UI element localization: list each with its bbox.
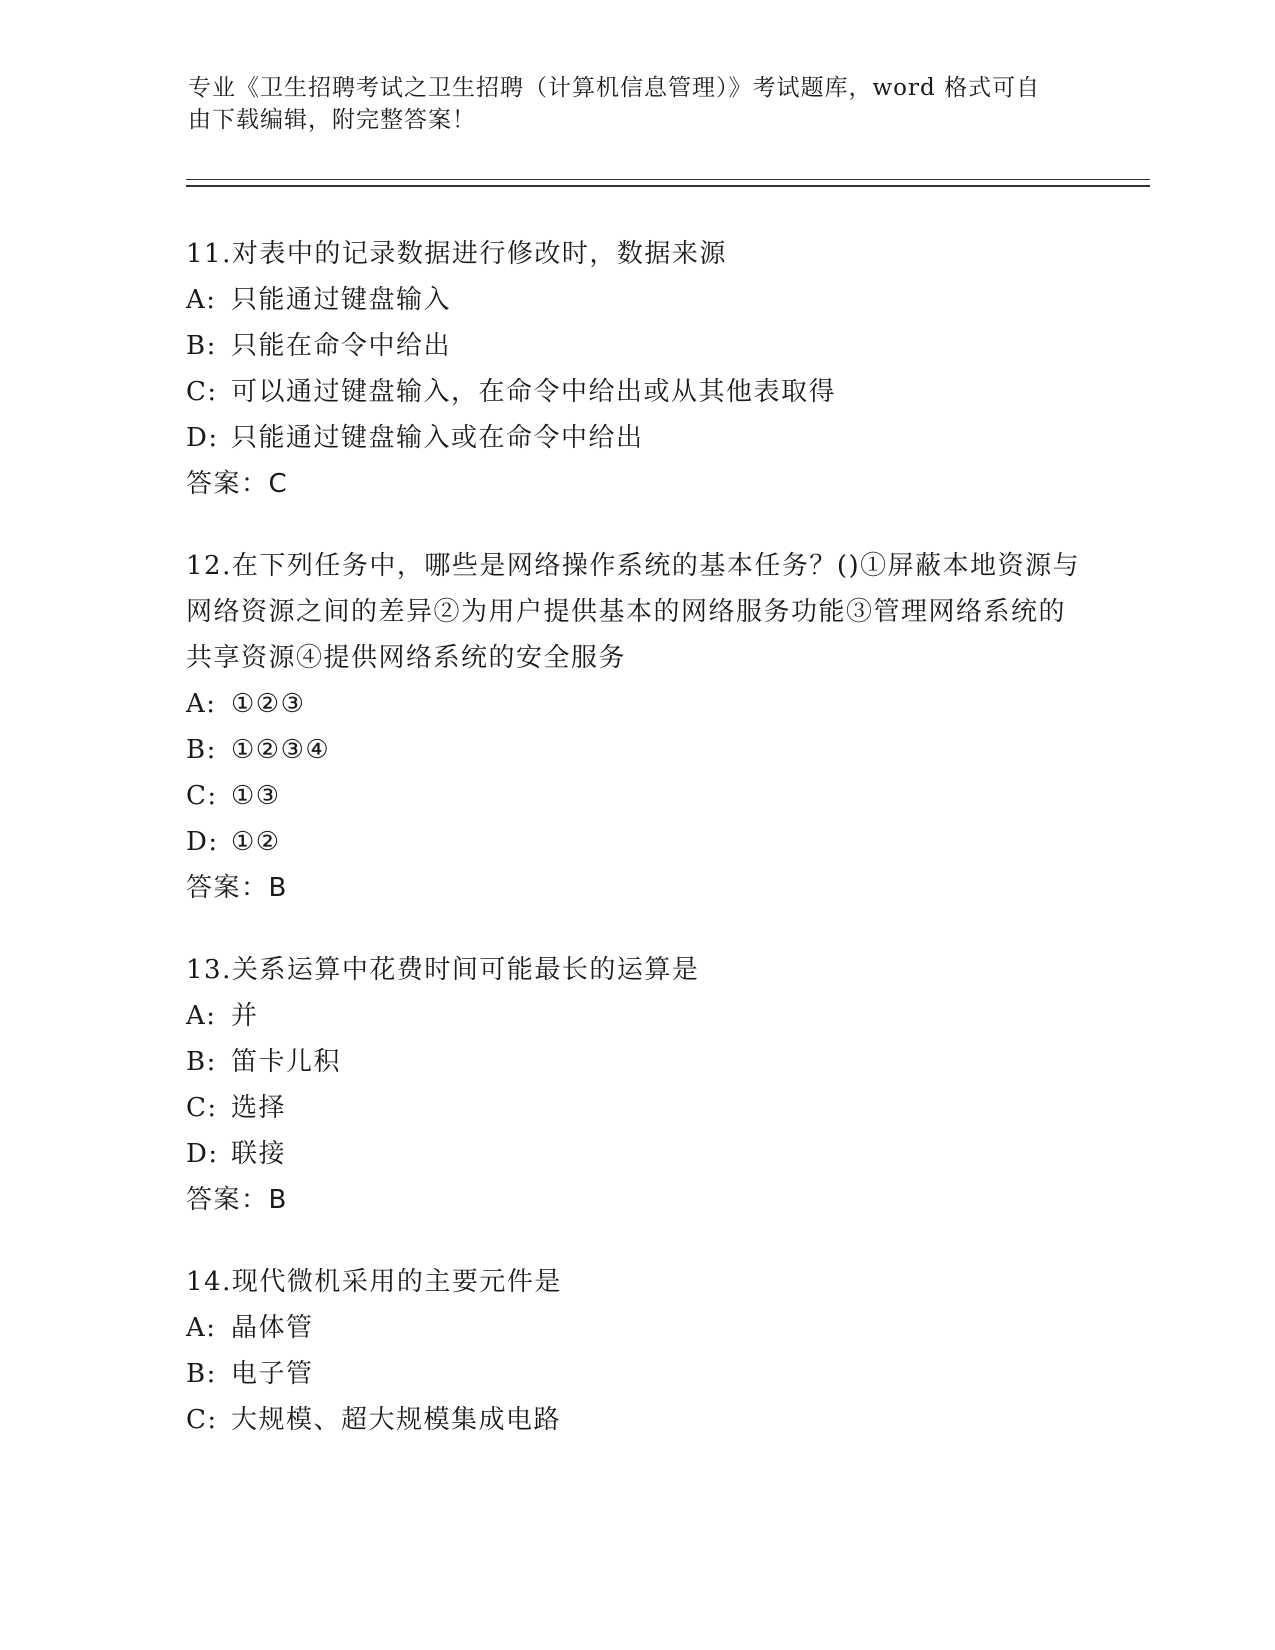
option-key: B: xyxy=(186,1047,217,1077)
header-line-2: 由下载编辑，附完整答案！ xyxy=(188,107,476,133)
option-b xyxy=(186,323,1086,369)
option-key: B: xyxy=(186,735,217,765)
option-a xyxy=(186,681,1086,727)
question-14 xyxy=(186,1259,1086,1443)
option-key: D: xyxy=(186,423,219,453)
option-a xyxy=(186,1305,1086,1351)
header-divider-thick xyxy=(186,185,1150,187)
option-text: 只能在命令中给出 xyxy=(231,331,452,361)
option-text: ①②③ xyxy=(231,689,306,719)
question-stem: 13.关系运算中花费时间可能最长的运算是 xyxy=(186,955,700,985)
option-b xyxy=(186,1351,1086,1397)
question-12 xyxy=(186,543,1086,911)
option-a xyxy=(186,993,1086,1039)
option-text: 并 xyxy=(231,1001,259,1031)
option-key: A: xyxy=(186,285,217,315)
option-key: C: xyxy=(186,377,218,407)
option-c xyxy=(186,1085,1086,1131)
option-text: 选择 xyxy=(231,1093,287,1123)
option-key: D: xyxy=(186,1139,219,1169)
option-text: 可以通过键盘输入，在命令中给出或从其他表取得 xyxy=(231,377,837,407)
option-b xyxy=(186,1039,1086,1085)
header-divider-thin xyxy=(186,179,1150,180)
option-text: ①② xyxy=(231,827,281,857)
option-text: ①③ xyxy=(231,781,281,811)
option-key: B: xyxy=(186,331,217,361)
question-list xyxy=(186,231,1086,1479)
option-text: 电子管 xyxy=(231,1359,314,1389)
option-d xyxy=(186,1131,1086,1177)
option-text: 联接 xyxy=(231,1139,287,1169)
option-text: 晶体管 xyxy=(231,1313,314,1343)
option-d xyxy=(186,415,1086,461)
option-key: B: xyxy=(186,1359,217,1389)
question-13 xyxy=(186,947,1086,1223)
option-key: D: xyxy=(186,827,219,857)
option-d xyxy=(186,819,1086,865)
answer: 答案：B xyxy=(186,873,288,903)
option-text: 只能通过键盘输入或在命令中给出 xyxy=(231,423,644,453)
option-text: 只能通过键盘输入 xyxy=(231,285,452,315)
option-key: A: xyxy=(186,1313,217,1343)
option-b xyxy=(186,727,1086,773)
option-text: ①②③④ xyxy=(231,735,331,765)
option-key: A: xyxy=(186,689,217,719)
option-text: 笛卡儿积 xyxy=(231,1047,342,1077)
answer: 答案：C xyxy=(186,469,289,499)
option-key: C: xyxy=(186,1093,218,1123)
option-a xyxy=(186,277,1086,323)
question-stem: 11.对表中的记录数据进行修改时，数据来源 xyxy=(186,239,727,269)
question-11 xyxy=(186,231,1086,507)
option-key: C: xyxy=(186,1405,218,1435)
option-c xyxy=(186,369,1086,415)
header-line-1: 专业《卫生招聘考试之卫生招聘（计算机信息管理）》考试题库，word 格式可自 xyxy=(188,75,1041,101)
document-header xyxy=(188,72,1088,136)
answer: 答案：B xyxy=(186,1185,288,1215)
question-stem: 12.在下列任务中，哪些是网络操作系统的基本任务？()①屏蔽本地资源与网络资源之间的差异②为用户提供基本的网络服务功能③管理网络系统的共享资源④提供网络系统的安全服务 xyxy=(186,551,1081,673)
option-text: 大规模、超大规模集成电路 xyxy=(231,1405,562,1435)
option-c xyxy=(186,1397,1086,1443)
option-key: A: xyxy=(186,1001,217,1031)
option-key: C: xyxy=(186,781,218,811)
question-stem: 14.现代微机采用的主要元件是 xyxy=(186,1267,562,1297)
option-c xyxy=(186,773,1086,819)
